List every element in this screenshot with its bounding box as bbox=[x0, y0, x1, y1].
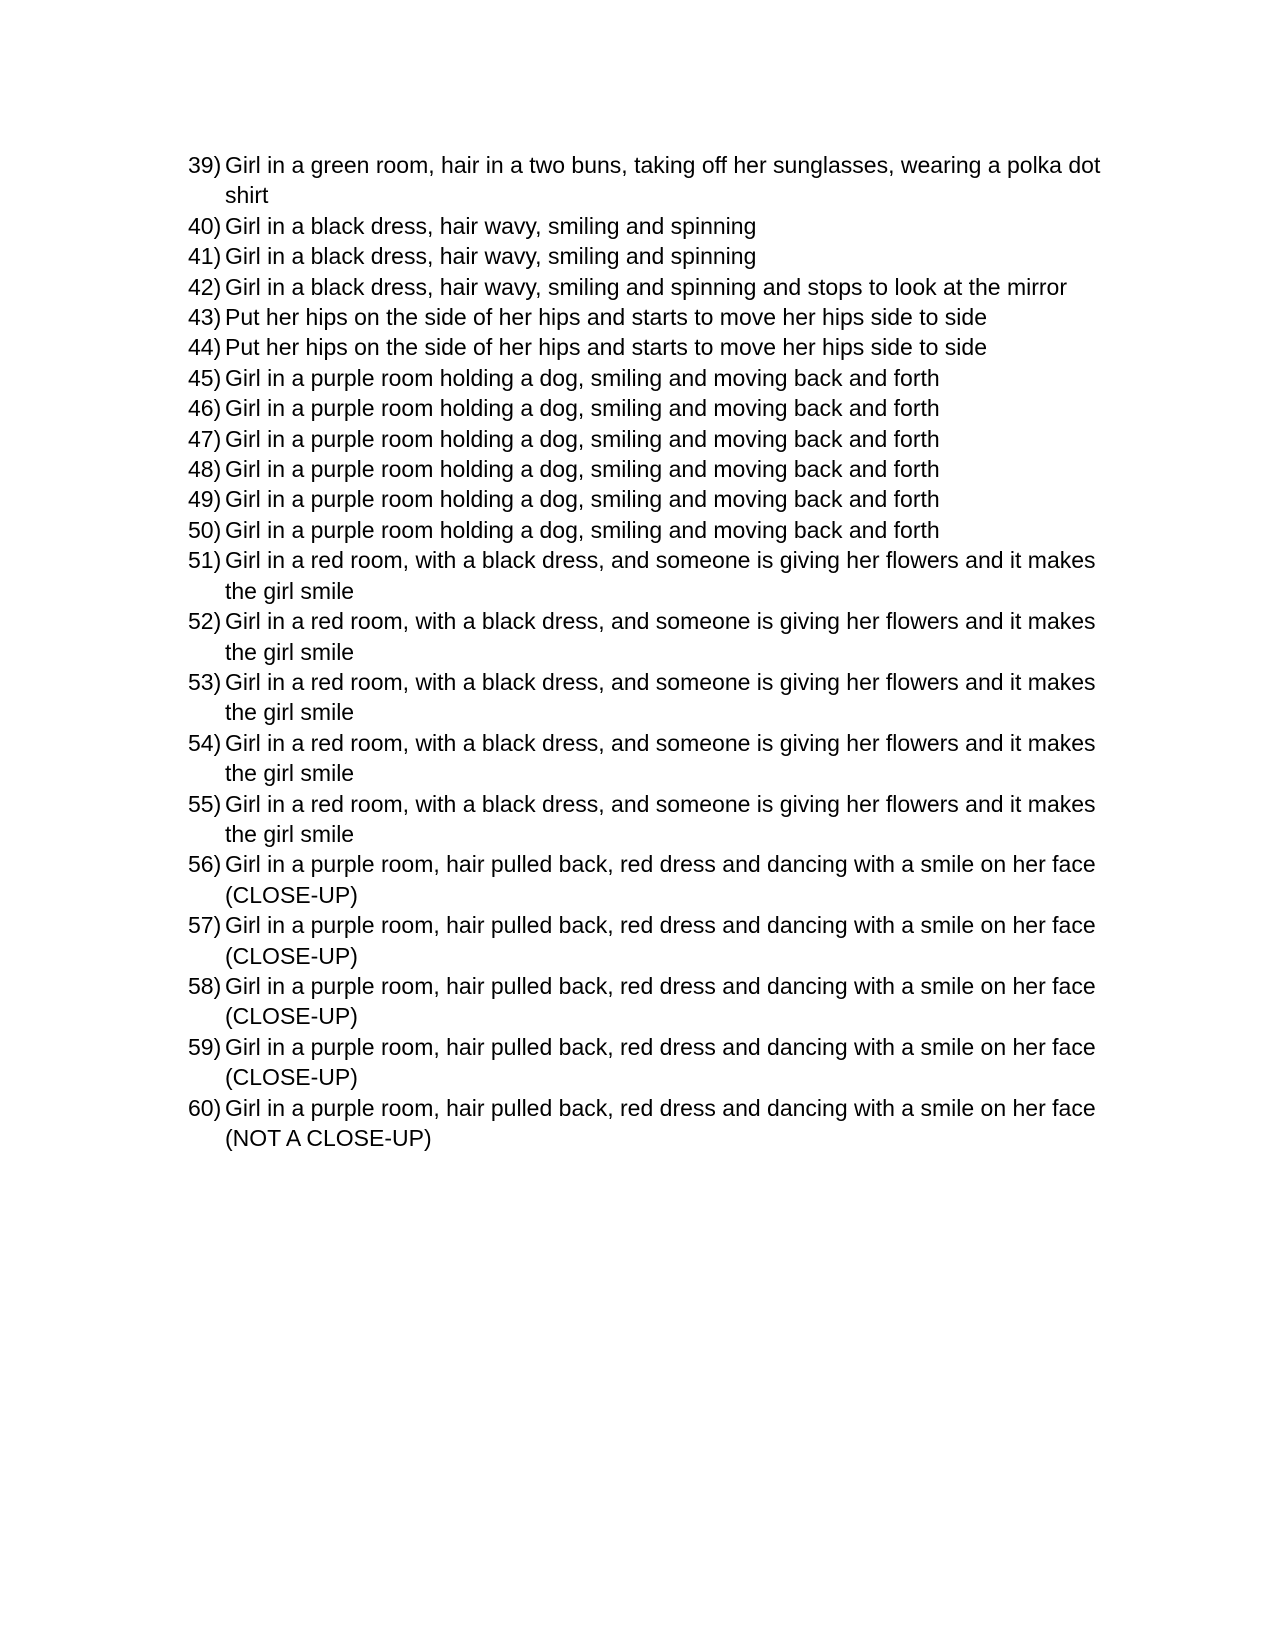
list-item-text: Girl in a red room, with a black dress, and someone is giving her flowers and it makes the girl smile bbox=[225, 668, 1096, 726]
list-item-number: 45) bbox=[188, 364, 222, 391]
list-item bbox=[188, 272, 1125, 302]
list-item bbox=[188, 728, 1125, 789]
list-item-number: 58) bbox=[188, 972, 222, 999]
list-item-text: Girl in a purple room, hair pulled back, red dress and dancing with a smile on her face (CLOSE-UP) bbox=[225, 1033, 1096, 1091]
list-item-text: Girl in a black dress, hair wavy, smiling and spinning bbox=[225, 243, 757, 270]
list-item bbox=[188, 241, 1125, 271]
list-item bbox=[188, 211, 1125, 241]
numbered-list bbox=[188, 150, 1125, 1153]
list-item-number: 39) bbox=[188, 152, 222, 178]
list-item bbox=[188, 515, 1125, 545]
list-item-number: 57) bbox=[188, 912, 222, 939]
list-item-text: Girl in a purple room, hair pulled back, red dress and dancing with a smile on her face (CLOSE-UP) bbox=[225, 912, 1096, 969]
list-item-text: Girl in a purple room holding a dog, smiling and moving back and forth bbox=[225, 456, 940, 483]
list-item-text: Girl in a green room, hair in a two buns, taking off her sunglasses, wearing a polka dot shirt bbox=[225, 152, 1101, 209]
list-item-text: Girl in a black dress, hair wavy, smiling and spinning bbox=[225, 212, 757, 239]
list-item-text: Put her hips on the side of her hips and starts to move her hips side to side bbox=[225, 334, 987, 361]
list-item bbox=[188, 302, 1125, 332]
list-item bbox=[188, 667, 1125, 728]
list-item bbox=[188, 150, 1125, 211]
list-item-number: 48) bbox=[188, 456, 222, 483]
list-item bbox=[188, 393, 1125, 423]
list-item-number: 59) bbox=[188, 1033, 222, 1060]
list-item-text: Girl in a purple room, hair pulled back, red dress and dancing with a smile on her face (CLOSE-UP) bbox=[225, 972, 1096, 1030]
list-item-number: 54) bbox=[188, 729, 222, 756]
list-item bbox=[188, 789, 1125, 850]
list-item-text: Girl in a purple room holding a dog, smiling and moving back and forth bbox=[225, 486, 940, 513]
list-item-number: 55) bbox=[188, 790, 222, 817]
list-item bbox=[188, 363, 1125, 393]
list-item bbox=[188, 910, 1125, 971]
list-item-text: Girl in a purple room holding a dog, smiling and moving back and forth bbox=[225, 364, 940, 391]
list-item-number: 40) bbox=[188, 212, 222, 239]
list-item bbox=[188, 332, 1125, 362]
list-item bbox=[188, 484, 1125, 514]
list-item-number: 42) bbox=[188, 273, 222, 300]
list-item-text: Girl in a purple room holding a dog, smiling and moving back and forth bbox=[225, 425, 940, 452]
list-item-text: Girl in a purple room, hair pulled back, red dress and dancing with a smile on her face (NOT A CLOSE-UP) bbox=[225, 1094, 1096, 1151]
list-item bbox=[188, 1093, 1125, 1154]
list-item-number: 52) bbox=[188, 608, 222, 635]
list-item-text: Girl in a purple room, hair pulled back, red dress and dancing with a smile on her face (CLOSE-UP) bbox=[225, 851, 1096, 908]
list-item-number: 43) bbox=[188, 304, 222, 331]
list-item-number: 60) bbox=[188, 1094, 222, 1121]
list-item bbox=[188, 849, 1125, 910]
list-item-number: 44) bbox=[188, 334, 222, 361]
list-item-number: 51) bbox=[188, 547, 222, 574]
list-item-text: Girl in a red room, with a black dress, and someone is giving her flowers and it makes the girl smile bbox=[225, 547, 1096, 604]
list-item bbox=[188, 971, 1125, 1032]
list-item-number: 47) bbox=[188, 425, 222, 452]
list-item-number: 41) bbox=[188, 243, 222, 270]
list-item bbox=[188, 454, 1125, 484]
list-item bbox=[188, 424, 1125, 454]
list-item bbox=[188, 545, 1125, 606]
list-item bbox=[188, 1032, 1125, 1093]
list-item-number: 56) bbox=[188, 851, 222, 878]
list-item-text: Girl in a purple room holding a dog, smiling and moving back and forth bbox=[225, 516, 940, 543]
list-item-text: Girl in a black dress, hair wavy, smiling and spinning and stops to look at the mirror bbox=[225, 273, 1068, 300]
list-item-text: Put her hips on the side of her hips and starts to move her hips side to side bbox=[225, 304, 987, 331]
list-item-text: Girl in a red room, with a black dress, and someone is giving her flowers and it makes the girl smile bbox=[225, 790, 1096, 847]
list-item-text: Girl in a purple room holding a dog, smiling and moving back and forth bbox=[225, 395, 940, 422]
list-item bbox=[188, 606, 1125, 667]
list-item-number: 49) bbox=[188, 486, 222, 513]
list-item-text: Girl in a red room, with a black dress, and someone is giving her flowers and it makes the girl smile bbox=[225, 608, 1096, 665]
list-item-number: 50) bbox=[188, 516, 222, 543]
list-item-number: 46) bbox=[188, 395, 222, 422]
list-item-text: Girl in a red room, with a black dress, and someone is giving her flowers and it makes the girl smile bbox=[225, 729, 1096, 787]
list-item-number: 53) bbox=[188, 668, 222, 695]
